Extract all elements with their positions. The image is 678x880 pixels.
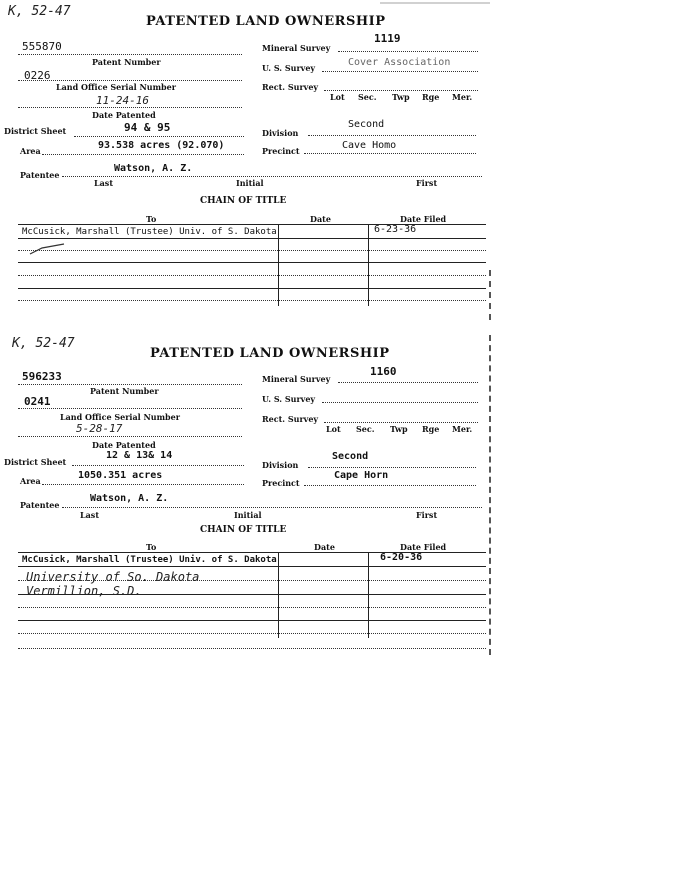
mineral-survey-label: Mineral Survey	[262, 43, 331, 53]
serial-number-label: Land Office Serial Number	[60, 412, 180, 422]
chain-row-1-to: McCusick, Marshall (Trustee) Univ. of S. Dakota	[22, 555, 277, 565]
area-value: 93.538 acres (92.070)	[98, 140, 225, 151]
division-value: Second	[332, 451, 369, 462]
rect-col-mer: Mer.	[452, 424, 473, 434]
name-initial-label: Initial	[236, 178, 264, 188]
card-title: PATENTED LAND OWNERSHIP	[146, 14, 386, 29]
rect-col-sec: Sec.	[356, 424, 375, 434]
name-first-label: First	[416, 178, 438, 188]
card-title: PATENTED LAND OWNERSHIP	[150, 346, 390, 361]
date-patented-value: 5-28-17	[76, 422, 123, 435]
chain-header-to: To	[146, 542, 157, 552]
ownership-card-1	[4, 0, 492, 322]
patent-number-value: 596233	[22, 370, 62, 383]
name-last-label: Last	[80, 510, 100, 520]
corner-code: K, 52-47	[8, 4, 71, 19]
division-label: Division	[262, 128, 299, 138]
division-value: Second	[348, 119, 385, 130]
name-first-label: First	[416, 510, 438, 520]
rect-col-lot: Lot	[330, 92, 345, 102]
patentee-value: Watson, A. Z.	[114, 163, 193, 174]
date-patented-label: Date Patented	[92, 110, 156, 120]
serial-number-label: Land Office Serial Number	[56, 82, 176, 92]
pencil-check-mark-icon	[28, 242, 68, 256]
chain-row-3-to: Vermillion, S.D.	[26, 584, 142, 598]
rect-col-sec: Sec.	[358, 92, 377, 102]
precinct-value: Cape Horn	[334, 470, 389, 481]
serial-number-value: 0241	[24, 395, 51, 408]
rect-col-lot: Lot	[326, 424, 341, 434]
rect-col-rge: Rge	[422, 424, 440, 434]
rect-col-twp: Twp	[390, 424, 408, 434]
district-sheet-label: District Sheet	[4, 126, 67, 136]
chain-header-date: Date	[314, 542, 335, 552]
name-last-label: Last	[94, 178, 114, 188]
rect-survey-label: Rect. Survey	[262, 82, 319, 92]
us-survey-label: U. S. Survey	[262, 394, 316, 404]
serial-number-value: 0226	[24, 69, 51, 82]
patent-number-value: 555870	[22, 40, 62, 53]
patent-number-label: Patent Number	[90, 386, 159, 396]
us-survey-label: U. S. Survey	[262, 63, 316, 73]
patent-number-label: Patent Number	[92, 57, 161, 67]
date-patented-label: Date Patented	[92, 440, 156, 450]
rect-col-rge: Rge	[422, 92, 440, 102]
mineral-survey-label: Mineral Survey	[262, 374, 331, 384]
ownership-card-2	[4, 328, 492, 658]
area-label: Area	[20, 476, 41, 486]
chain-row-1-date-filed: 6-20-36	[380, 552, 423, 563]
rect-col-twp: Twp	[392, 92, 410, 102]
area-label: Area	[20, 146, 41, 156]
chain-row-1-date-filed: 6-23-36	[374, 224, 417, 235]
chain-header-date: Date	[310, 214, 331, 224]
division-label: Division	[262, 460, 299, 470]
patentee-label: Patentee	[20, 500, 60, 510]
chain-header-date-filed: Date Filed	[400, 214, 447, 224]
precinct-label: Precinct	[262, 478, 300, 488]
chain-header-to: To	[146, 214, 157, 224]
chain-row-2-to: University of So. Dakota	[26, 570, 200, 584]
precinct-label: Precinct	[262, 146, 300, 156]
us-survey-value: Cover Association	[348, 57, 451, 68]
corner-code: K, 52-47	[12, 336, 75, 351]
rect-col-mer: Mer.	[452, 92, 473, 102]
chain-header-date-filed: Date Filed	[400, 542, 447, 552]
name-initial-label: Initial	[234, 510, 262, 520]
mineral-survey-value: 1160	[370, 365, 397, 378]
date-patented-value: 11-24-16	[96, 94, 149, 107]
precinct-value: Cave Homo	[342, 140, 397, 151]
patentee-label: Patentee	[20, 170, 60, 180]
district-sheet-value: 12 & 13& 14	[106, 450, 173, 461]
rect-survey-label: Rect. Survey	[262, 414, 319, 424]
patentee-value: Watson, A. Z.	[90, 493, 169, 504]
chain-row-1-to: McCusick, Marshall (Trustee) Univ. of S. Dakota	[22, 227, 277, 237]
district-sheet-value: 94 & 95	[124, 121, 171, 134]
district-sheet-label: District Sheet	[4, 457, 67, 467]
chain-of-title-heading: CHAIN OF TITLE	[200, 525, 287, 535]
mineral-survey-value: 1119	[374, 32, 401, 45]
area-value: 1050.351 acres	[78, 470, 163, 481]
chain-of-title-heading: CHAIN OF TITLE	[200, 196, 287, 206]
